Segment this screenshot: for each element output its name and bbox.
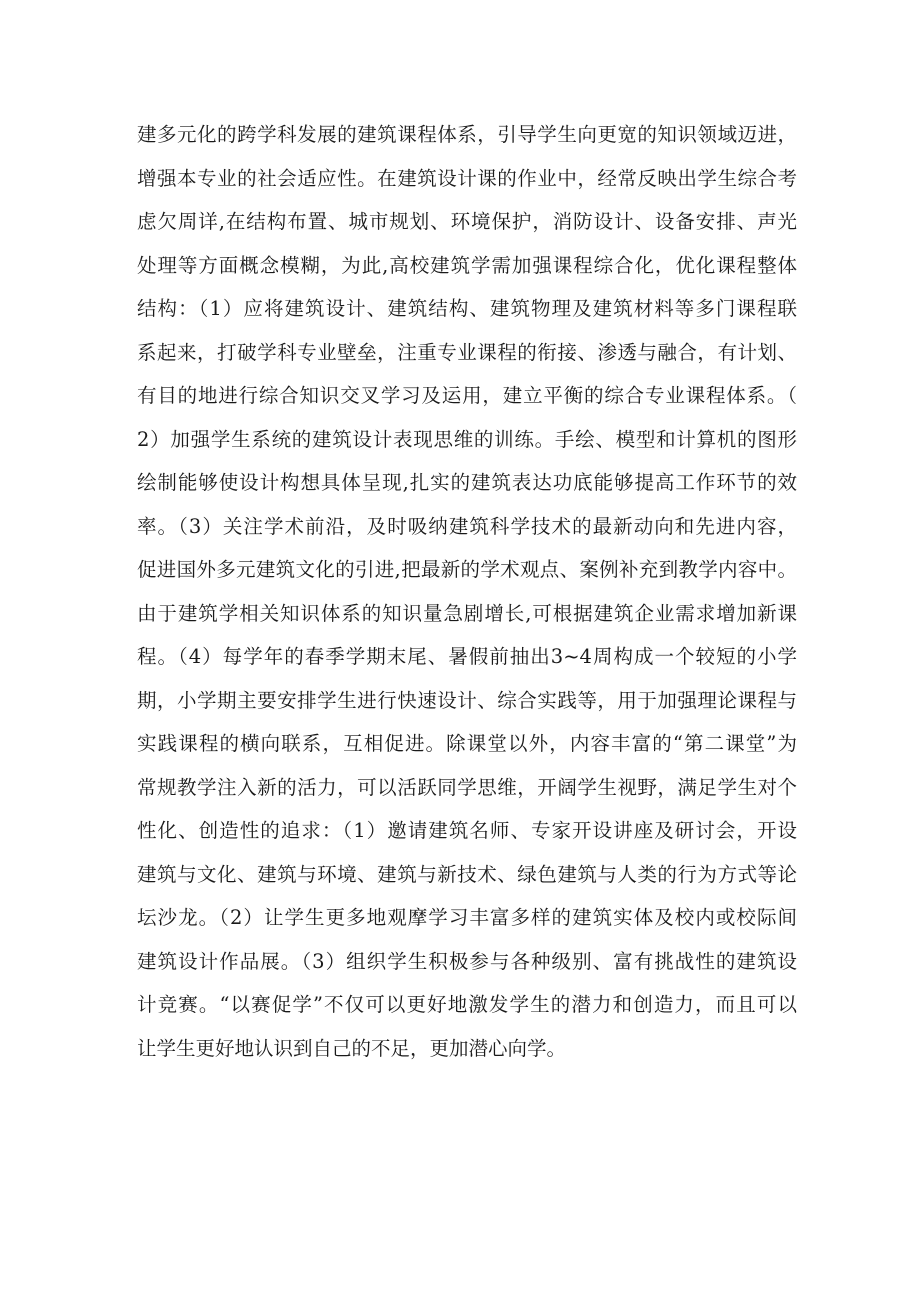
text-line: 建筑设计作品展。（3）组织学生积极参与各种级别、富有挑战性的建筑设 [137, 949, 797, 973]
text-line: 建多元化的跨学科发展的建筑课程体系，引导学生向更宽的知识领域迈进， [137, 123, 797, 146]
text-line: 让学生更好地认识到自己的不足，更加潜心向学。 [137, 1036, 567, 1060]
text-line: 期，小学期主要安排学生进行快速设计、综合实践等，用于加强理论课程与 [137, 688, 797, 712]
text-line: 实践课程的横向联系，互相促进。除课堂以外，内容丰富的“第二课堂”为 [137, 732, 797, 755]
body-paragraph [137, 113, 797, 1070]
text-line: 增强本专业的社会适应性。在建筑设计课的作业中，经常反映出学生综合考 [137, 166, 797, 190]
text-line: 绘制能够使设计构想具体呈现,扎实的建筑表达功底能够提高工作环节的效 [137, 471, 797, 494]
text-line: 率。（3）关注学术前沿，及时吸纳建筑科学技术的最新动向和先进内容， [137, 514, 797, 538]
text-line: 虑欠周详,在结构布置、城市规划、环境保护，消防设计、设备安排、声光 [137, 210, 797, 233]
text-line: 建筑与文化、建筑与环境、建筑与新技术、绿色建筑与人类的行为方式等论 [137, 862, 797, 886]
text-line: 系起来，打破学科专业壁垒，注重专业课程的衔接、渗透与融合，有计划、 [137, 340, 797, 364]
text-line: 有目的地进行综合知识交叉学习及运用，建立平衡的综合专业课程体系。（ [137, 384, 797, 407]
text-line: 结构：（1）应将建筑设计、建筑结构、建筑物理及建筑材料等多门课程联 [137, 297, 797, 320]
text-line: 促进国外多元建筑文化的引进,把最新的学术观点、案例补充到教学内容中。 [137, 558, 797, 581]
text-line: 常规教学注入新的活力，可以活跃同学思维，开阔学生视野，满足学生对个 [137, 775, 797, 799]
text-line: 由于建筑学相关知识体系的知识量急剧增长,可根据建筑企业需求增加新课 [137, 601, 797, 625]
text-line: 2）加强学生系统的建筑设计表现思维的训练。手绘、模型和计算机的图形 [137, 427, 797, 451]
text-line: 处理等方面概念模糊，为此,高校建筑学需加强课程综合化，优化课程整体 [137, 253, 797, 277]
text-line: 计竞赛。“以赛促学”不仅可以更好地激发学生的潜力和创造力，而且可以 [137, 993, 797, 1016]
text-line: 程。（4）每学年的春季学期末尾、暑假前抽出3~4周构成一个较短的小学 [137, 645, 797, 668]
text-line: 坛沙龙。（2）让学生更多地观摩学习丰富多样的建筑实体及校内或校际间 [137, 906, 797, 929]
text-line: 性化、创造性的追求：（1）邀请建筑名师、专家开设讲座及研讨会，开设 [137, 819, 797, 842]
